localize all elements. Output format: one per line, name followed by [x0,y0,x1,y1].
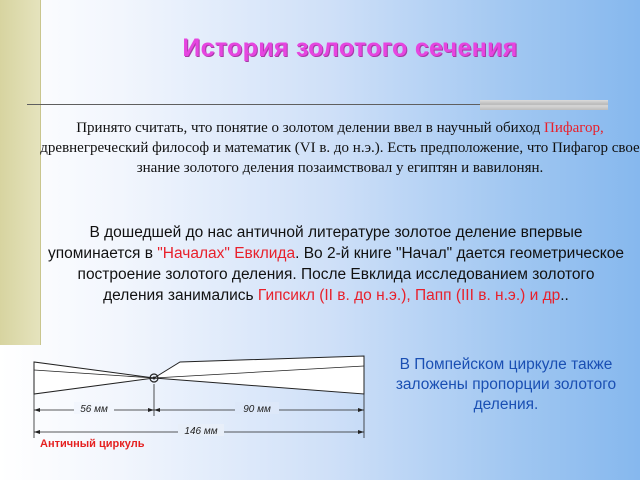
paragraph-pythagoras [40,118,640,178]
compass-diagram [30,348,370,440]
paragraph-text: В дошедшей до нас античной литературе золотое деление впервые упоминается в [48,224,583,262]
compass-arm-left [34,362,154,394]
compass-arm-right [154,356,364,394]
paragraph-text: древнегреческий философ и математик (VI в. до н.э.). Есть предположение, что Пифагор свое знание золотого деления позаимствовал у египтян и вавилонян. [40,140,640,176]
slide-title: История золотого сечения [182,34,518,62]
highlight-elements: "Началах" Евклида [157,245,296,262]
title-divider-bar [480,100,608,110]
paragraph-text: .. [560,287,569,304]
dim-label-146: 146 мм [184,426,218,437]
paragraph-euclid [46,222,626,306]
diagram-caption: Античный циркуль [40,438,145,450]
highlight-pythagoras: Пифагор, [544,120,604,136]
paragraph-text: . Во 2-й книге "Начал" дается геометрическое построение золотого деления. После Евклида исследованием золотого деления занимались [77,245,624,304]
highlight-hypsicles-pappus: Гипсикл (II в. до н.э.), Папп (III в. н.э.) и др [257,287,561,304]
dim-label-90: 90 мм [243,404,271,415]
dim-label-56: 56 мм [80,404,108,415]
left-decor-strip [0,0,41,345]
pompeii-compass-text: В Помпейском циркуле также заложены пропорции золотого деления. [395,356,617,413]
paragraph-text: Принято считать, что понятие о золотом делении ввел в научный обиход [76,120,544,136]
